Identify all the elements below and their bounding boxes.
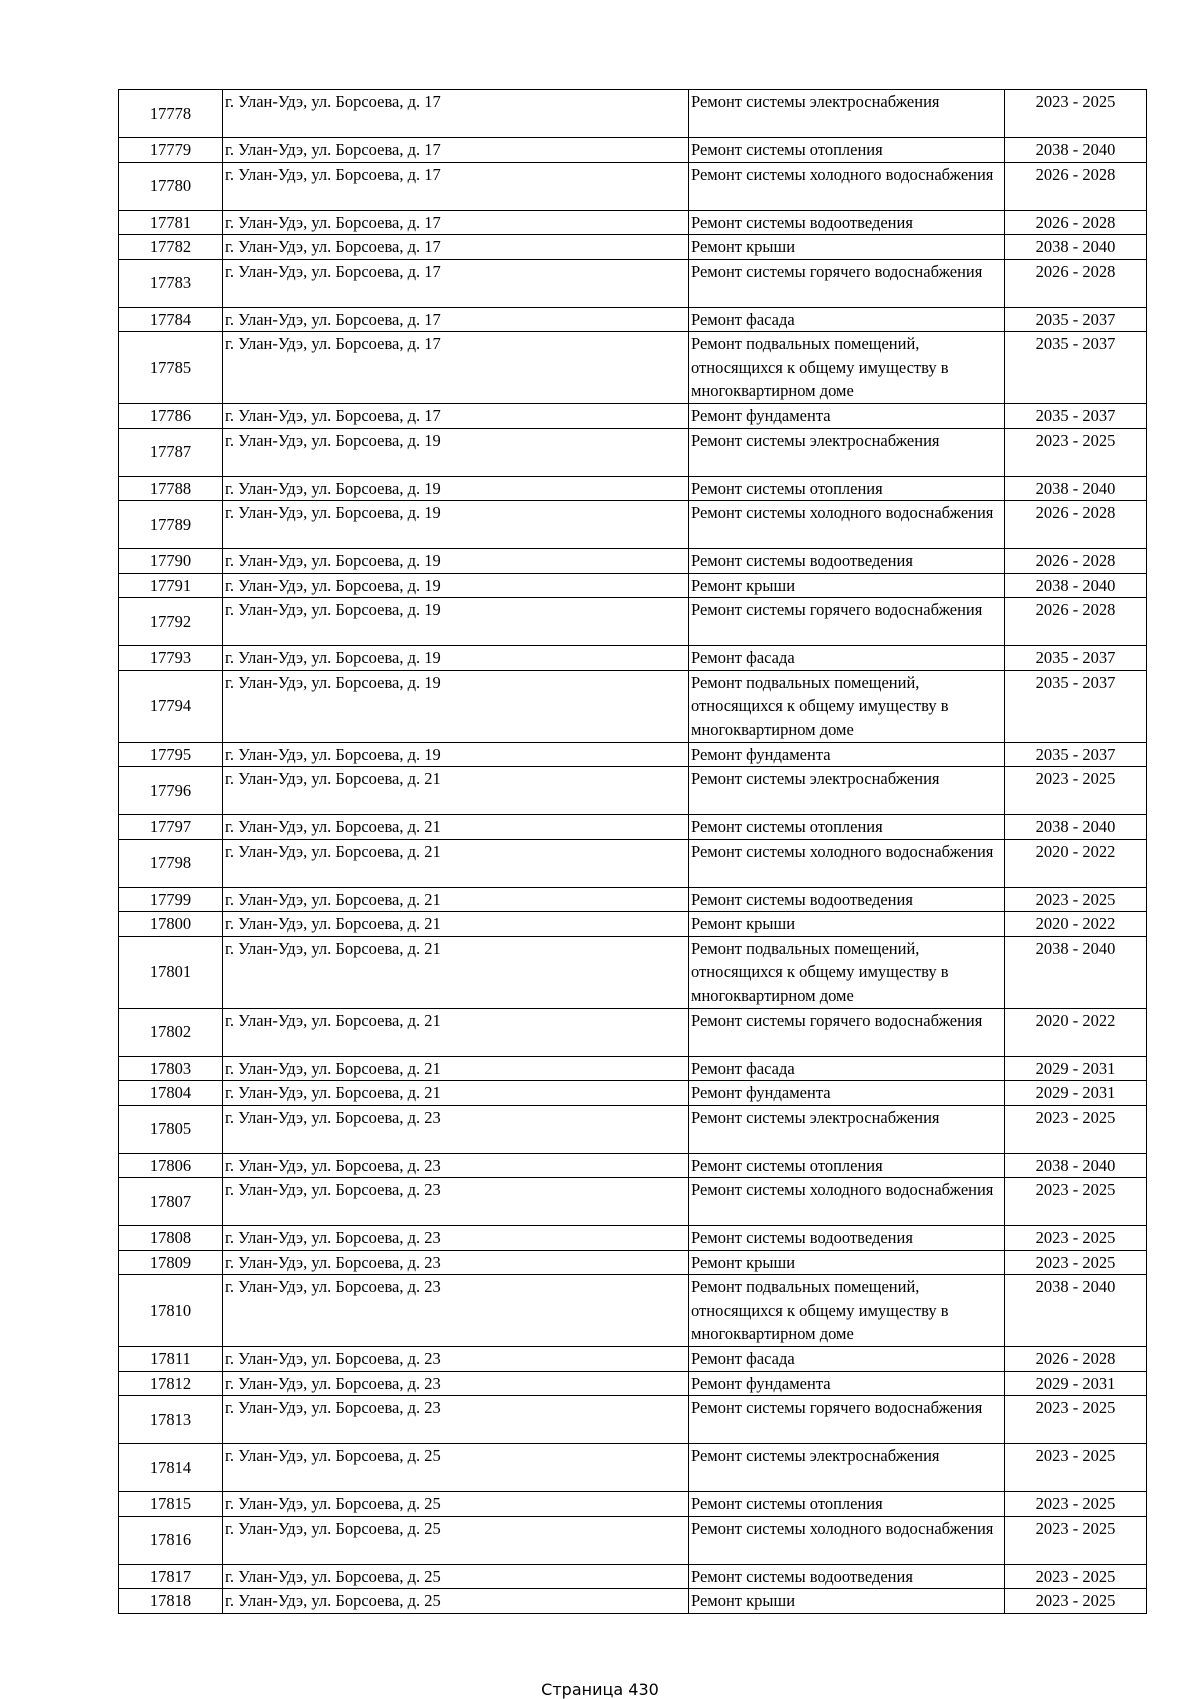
address-cell: г. Улан-Удэ, ул. Борсоева, д. 19 (223, 742, 689, 767)
work-type-cell: Ремонт крыши (689, 1250, 1005, 1275)
work-type-cell: Ремонт системы водоотведения (689, 210, 1005, 235)
work-type-cell: Ремонт системы горячего водоснабжения (689, 1008, 1005, 1056)
row-number-cell: 17780 (119, 162, 223, 210)
row-number-cell: 17791 (119, 573, 223, 598)
page-number-label: Страница 430 (541, 1680, 659, 1699)
address-cell: г. Улан-Удэ, ул. Борсоева, д. 25 (223, 1516, 689, 1564)
address-cell: г. Улан-Удэ, ул. Борсоева, д. 21 (223, 1056, 689, 1081)
work-type-cell: Ремонт фундамента (689, 1371, 1005, 1396)
work-type-cell: Ремонт системы отопления (689, 138, 1005, 163)
work-type-cell: Ремонт фасада (689, 307, 1005, 332)
table-row (119, 887, 1147, 912)
address-cell: г. Улан-Удэ, ул. Борсоева, д. 23 (223, 1396, 689, 1444)
row-number-cell: 17786 (119, 404, 223, 429)
table-row (119, 1178, 1147, 1226)
period-cell: 2026 - 2028 (1005, 501, 1147, 549)
period-cell: 2023 - 2025 (1005, 1396, 1147, 1444)
address-cell: г. Улан-Удэ, ул. Борсоева, д. 23 (223, 1250, 689, 1275)
table-row (119, 1396, 1147, 1444)
work-type-cell: Ремонт фасада (689, 646, 1005, 671)
period-cell: 2026 - 2028 (1005, 1347, 1147, 1372)
period-cell: 2026 - 2028 (1005, 598, 1147, 646)
table-row (119, 1226, 1147, 1251)
row-number-cell: 17804 (119, 1081, 223, 1106)
address-cell: г. Улан-Удэ, ул. Борсоева, д. 23 (223, 1371, 689, 1396)
row-number-cell: 17784 (119, 307, 223, 332)
address-cell: г. Улан-Удэ, ул. Борсоева, д. 23 (223, 1153, 689, 1178)
row-number-cell: 17781 (119, 210, 223, 235)
period-cell: 2020 - 2022 (1005, 912, 1147, 937)
row-number-cell: 17787 (119, 428, 223, 476)
period-cell: 2020 - 2022 (1005, 839, 1147, 887)
table-row (119, 912, 1147, 937)
work-type-cell: Ремонт системы холодного водоснабжения (689, 1516, 1005, 1564)
address-cell: г. Улан-Удэ, ул. Борсоева, д. 23 (223, 1275, 689, 1347)
work-type-cell: Ремонт крыши (689, 235, 1005, 260)
address-cell: г. Улан-Удэ, ул. Борсоева, д. 21 (223, 1008, 689, 1056)
period-cell: 2038 - 2040 (1005, 235, 1147, 260)
table-row (119, 1008, 1147, 1056)
row-number-cell: 17792 (119, 598, 223, 646)
row-number-cell: 17815 (119, 1492, 223, 1517)
period-cell: 2029 - 2031 (1005, 1371, 1147, 1396)
table-row (119, 138, 1147, 163)
period-cell: 2035 - 2037 (1005, 404, 1147, 429)
period-cell: 2023 - 2025 (1005, 1250, 1147, 1275)
row-number-cell: 17785 (119, 332, 223, 404)
table-row (119, 1056, 1147, 1081)
table-row (119, 307, 1147, 332)
period-cell: 2023 - 2025 (1005, 1226, 1147, 1251)
address-cell: г. Улан-Удэ, ул. Борсоева, д. 17 (223, 210, 689, 235)
row-number-cell: 17778 (119, 90, 223, 138)
address-cell: г. Улан-Удэ, ул. Борсоева, д. 25 (223, 1564, 689, 1589)
work-type-cell: Ремонт системы водоотведения (689, 1564, 1005, 1589)
table-row (119, 332, 1147, 404)
period-cell: 2026 - 2028 (1005, 549, 1147, 574)
address-cell: г. Улан-Удэ, ул. Борсоева, д. 17 (223, 90, 689, 138)
address-cell: г. Улан-Удэ, ул. Борсоева, д. 19 (223, 476, 689, 501)
work-type-cell: Ремонт фасада (689, 1056, 1005, 1081)
row-number-cell: 17789 (119, 501, 223, 549)
address-cell: г. Улан-Удэ, ул. Борсоева, д. 21 (223, 815, 689, 840)
row-number-cell: 17807 (119, 1178, 223, 1226)
table-row (119, 767, 1147, 815)
work-type-cell: Ремонт системы холодного водоснабжения (689, 501, 1005, 549)
period-cell: 2023 - 2025 (1005, 90, 1147, 138)
work-type-cell: Ремонт подвальных помещений, относящихся к общему имуществу в многоквартирном доме (689, 670, 1005, 742)
table-row (119, 573, 1147, 598)
work-type-cell: Ремонт системы горячего водоснабжения (689, 598, 1005, 646)
period-cell: 2026 - 2028 (1005, 210, 1147, 235)
address-cell: г. Улан-Удэ, ул. Борсоева, д. 17 (223, 404, 689, 429)
table-row (119, 670, 1147, 742)
period-cell: 2038 - 2040 (1005, 1153, 1147, 1178)
table-row (119, 1492, 1147, 1517)
work-type-cell: Ремонт системы отопления (689, 476, 1005, 501)
period-cell: 2038 - 2040 (1005, 1275, 1147, 1347)
period-cell: 2023 - 2025 (1005, 428, 1147, 476)
row-number-cell: 17808 (119, 1226, 223, 1251)
row-number-cell: 17788 (119, 476, 223, 501)
work-type-cell: Ремонт системы электроснабжения (689, 767, 1005, 815)
period-cell: 2023 - 2025 (1005, 1178, 1147, 1226)
period-cell: 2029 - 2031 (1005, 1081, 1147, 1106)
work-type-cell: Ремонт системы холодного водоснабжения (689, 839, 1005, 887)
work-type-cell: Ремонт подвальных помещений, относящихся к общему имуществу в многоквартирном доме (689, 936, 1005, 1008)
address-cell: г. Улан-Удэ, ул. Борсоева, д. 17 (223, 259, 689, 307)
row-number-cell: 17796 (119, 767, 223, 815)
address-cell: г. Улан-Удэ, ул. Борсоева, д. 25 (223, 1444, 689, 1492)
page-footer (0, 1680, 1200, 1699)
work-type-cell: Ремонт системы водоотведения (689, 1226, 1005, 1251)
address-cell: г. Улан-Удэ, ул. Борсоева, д. 19 (223, 598, 689, 646)
address-cell: г. Улан-Удэ, ул. Борсоева, д. 25 (223, 1589, 689, 1614)
work-type-cell: Ремонт системы отопления (689, 1492, 1005, 1517)
table-row (119, 646, 1147, 671)
work-type-cell: Ремонт подвальных помещений, относящихся к общему имуществу в многоквартирном доме (689, 332, 1005, 404)
address-cell: г. Улан-Удэ, ул. Борсоева, д. 21 (223, 1081, 689, 1106)
row-number-cell: 17783 (119, 259, 223, 307)
period-cell: 2020 - 2022 (1005, 1008, 1147, 1056)
work-type-cell: Ремонт системы водоотведения (689, 549, 1005, 574)
work-type-cell: Ремонт системы электроснабжения (689, 1444, 1005, 1492)
period-cell: 2023 - 2025 (1005, 1516, 1147, 1564)
period-cell: 2035 - 2037 (1005, 307, 1147, 332)
work-type-cell: Ремонт подвальных помещений, относящихся к общему имуществу в многоквартирном доме (689, 1275, 1005, 1347)
row-number-cell: 17818 (119, 1589, 223, 1614)
row-number-cell: 17814 (119, 1444, 223, 1492)
table-row (119, 235, 1147, 260)
period-cell: 2026 - 2028 (1005, 259, 1147, 307)
table-row (119, 210, 1147, 235)
address-cell: г. Улан-Удэ, ул. Борсоева, д. 17 (223, 162, 689, 210)
row-number-cell: 17810 (119, 1275, 223, 1347)
period-cell: 2038 - 2040 (1005, 573, 1147, 598)
table-row (119, 1275, 1147, 1347)
period-cell: 2035 - 2037 (1005, 332, 1147, 404)
row-number-cell: 17779 (119, 138, 223, 163)
address-cell: г. Улан-Удэ, ул. Борсоева, д. 17 (223, 235, 689, 260)
row-number-cell: 17816 (119, 1516, 223, 1564)
work-type-cell: Ремонт фундамента (689, 404, 1005, 429)
table-row (119, 1105, 1147, 1153)
work-type-cell: Ремонт системы водоотведения (689, 887, 1005, 912)
address-cell: г. Улан-Удэ, ул. Борсоева, д. 17 (223, 138, 689, 163)
address-cell: г. Улан-Удэ, ул. Борсоева, д. 19 (223, 646, 689, 671)
address-cell: г. Улан-Удэ, ул. Борсоева, д. 21 (223, 839, 689, 887)
period-cell: 2038 - 2040 (1005, 138, 1147, 163)
table-row (119, 598, 1147, 646)
address-cell: г. Улан-Удэ, ул. Борсоева, д. 23 (223, 1105, 689, 1153)
address-cell: г. Улан-Удэ, ул. Борсоева, д. 21 (223, 887, 689, 912)
table-row (119, 1371, 1147, 1396)
row-number-cell: 17812 (119, 1371, 223, 1396)
table-row (119, 1589, 1147, 1614)
work-type-cell: Ремонт системы электроснабжения (689, 428, 1005, 476)
period-cell: 2038 - 2040 (1005, 936, 1147, 1008)
work-type-cell: Ремонт крыши (689, 573, 1005, 598)
table-row (119, 90, 1147, 138)
period-cell: 2023 - 2025 (1005, 767, 1147, 815)
address-cell: г. Улан-Удэ, ул. Борсоева, д. 19 (223, 670, 689, 742)
row-number-cell: 17800 (119, 912, 223, 937)
table-row (119, 428, 1147, 476)
work-type-cell: Ремонт фундамента (689, 742, 1005, 767)
address-cell: г. Улан-Удэ, ул. Борсоева, д. 19 (223, 573, 689, 598)
period-cell: 2023 - 2025 (1005, 1564, 1147, 1589)
work-type-cell: Ремонт системы горячего водоснабжения (689, 259, 1005, 307)
table-row (119, 259, 1147, 307)
table-row (119, 839, 1147, 887)
row-number-cell: 17782 (119, 235, 223, 260)
work-type-cell: Ремонт системы горячего водоснабжения (689, 1396, 1005, 1444)
table-row (119, 936, 1147, 1008)
table-row (119, 162, 1147, 210)
period-cell: 2035 - 2037 (1005, 742, 1147, 767)
row-number-cell: 17805 (119, 1105, 223, 1153)
row-number-cell: 17798 (119, 839, 223, 887)
period-cell: 2038 - 2040 (1005, 476, 1147, 501)
table-row (119, 1347, 1147, 1372)
address-cell: г. Улан-Удэ, ул. Борсоева, д. 17 (223, 307, 689, 332)
work-type-cell: Ремонт системы отопления (689, 815, 1005, 840)
work-type-cell: Ремонт системы электроснабжения (689, 1105, 1005, 1153)
work-type-cell: Ремонт системы электроснабжения (689, 90, 1005, 138)
period-cell: 2023 - 2025 (1005, 1444, 1147, 1492)
period-cell: 2029 - 2031 (1005, 1056, 1147, 1081)
table-body (119, 90, 1147, 1614)
row-number-cell: 17806 (119, 1153, 223, 1178)
works-table (118, 89, 1147, 1614)
table-row (119, 1250, 1147, 1275)
row-number-cell: 17813 (119, 1396, 223, 1444)
work-type-cell: Ремонт фундамента (689, 1081, 1005, 1106)
period-cell: 2038 - 2040 (1005, 815, 1147, 840)
table-row (119, 742, 1147, 767)
row-number-cell: 17817 (119, 1564, 223, 1589)
row-number-cell: 17801 (119, 936, 223, 1008)
period-cell: 2035 - 2037 (1005, 646, 1147, 671)
address-cell: г. Улан-Удэ, ул. Борсоева, д. 19 (223, 428, 689, 476)
address-cell: г. Улан-Удэ, ул. Борсоева, д. 25 (223, 1492, 689, 1517)
work-type-cell: Ремонт системы холодного водоснабжения (689, 162, 1005, 210)
address-cell: г. Улан-Удэ, ул. Борсоева, д. 21 (223, 767, 689, 815)
period-cell: 2023 - 2025 (1005, 1105, 1147, 1153)
row-number-cell: 17811 (119, 1347, 223, 1372)
row-number-cell: 17802 (119, 1008, 223, 1056)
address-cell: г. Улан-Удэ, ул. Борсоева, д. 23 (223, 1226, 689, 1251)
table-row (119, 1153, 1147, 1178)
address-cell: г. Улан-Удэ, ул. Борсоева, д. 17 (223, 332, 689, 404)
work-type-cell: Ремонт крыши (689, 1589, 1005, 1614)
period-cell: 2035 - 2037 (1005, 670, 1147, 742)
table-row (119, 501, 1147, 549)
address-cell: г. Улан-Удэ, ул. Борсоева, д. 23 (223, 1178, 689, 1226)
row-number-cell: 17795 (119, 742, 223, 767)
table-row (119, 815, 1147, 840)
work-type-cell: Ремонт системы холодного водоснабжения (689, 1178, 1005, 1226)
table-row (119, 404, 1147, 429)
table-row (119, 1516, 1147, 1564)
period-cell: 2023 - 2025 (1005, 1589, 1147, 1614)
row-number-cell: 17794 (119, 670, 223, 742)
address-cell: г. Улан-Удэ, ул. Борсоева, д. 21 (223, 912, 689, 937)
row-number-cell: 17809 (119, 1250, 223, 1275)
table-row (119, 1081, 1147, 1106)
table-row (119, 1564, 1147, 1589)
row-number-cell: 17793 (119, 646, 223, 671)
period-cell: 2026 - 2028 (1005, 162, 1147, 210)
period-cell: 2023 - 2025 (1005, 1492, 1147, 1517)
work-type-cell: Ремонт крыши (689, 912, 1005, 937)
row-number-cell: 17797 (119, 815, 223, 840)
table-row (119, 476, 1147, 501)
address-cell: г. Улан-Удэ, ул. Борсоева, д. 23 (223, 1347, 689, 1372)
table-row (119, 1444, 1147, 1492)
row-number-cell: 17799 (119, 887, 223, 912)
address-cell: г. Улан-Удэ, ул. Борсоева, д. 19 (223, 501, 689, 549)
address-cell: г. Улан-Удэ, ул. Борсоева, д. 19 (223, 549, 689, 574)
row-number-cell: 17790 (119, 549, 223, 574)
work-type-cell: Ремонт системы отопления (689, 1153, 1005, 1178)
row-number-cell: 17803 (119, 1056, 223, 1081)
work-type-cell: Ремонт фасада (689, 1347, 1005, 1372)
address-cell: г. Улан-Удэ, ул. Борсоева, д. 21 (223, 936, 689, 1008)
table-row (119, 549, 1147, 574)
period-cell: 2023 - 2025 (1005, 887, 1147, 912)
